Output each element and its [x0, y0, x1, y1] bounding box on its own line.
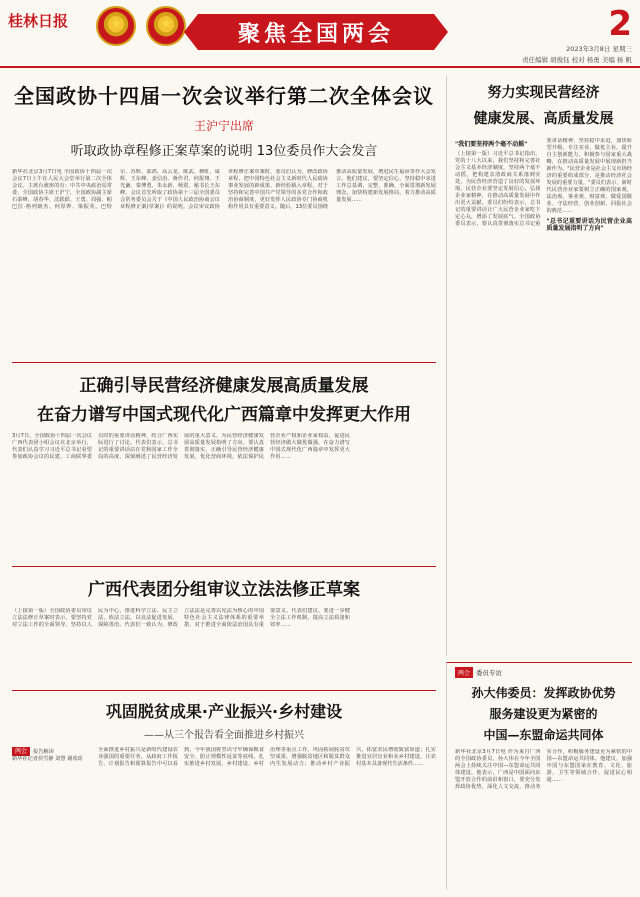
lead-headline[interactable]: 全国政协十四届一次会议举行第二次全体会议 [14, 84, 434, 108]
second-headline-line1[interactable]: 正确引导民营经济健康发展高质量发展 [79, 376, 369, 396]
sidebar-subhead-1: "我们要坚持两个毫不动摇" [455, 141, 528, 148]
masthead [0, 0, 640, 68]
second-body-text: 3月7日，全国政协十四届一次会议广西代表团小组会议在北京举行，代表们认真学习习近平总书记看望参加政协会议的民建、工商联界委员时的重要讲话精神，结合广西实际进行了讨论。代表们表示，总书记的重要讲话站在党和国家工作全局的高度，深刻阐述了民营经济发展的重大意义，为民营经济健康发展高质量发展指明了方向。要认真贯彻落实，正确引导民营经济健康发展，优化营商环境，依法保护民营企业产权和企业家权益，促进民营经济做大做优做强，在奋力谱写中国式现代化广西篇章中发挥更大作用…… [12, 433, 350, 460]
fourth-article [12, 690, 436, 890]
interview-badge: 两会 [455, 667, 473, 678]
editors-line: 责任编辑 胡俊钰 校对 杨勇 美编 杨 帆 [522, 56, 632, 64]
fourth-body [12, 747, 436, 897]
fourth-headline[interactable]: 巩固脱贫成果·产业振兴·乡村建设 [105, 702, 343, 721]
third-body-text: （上接第一版）全国政协委员审议立法法修正草案时表示，要坚持党对立法工作的全面领导，坚持以人民为中心，推进科学立法、民主立法、依法立法，以良法促进发展、保障善治。代表们一致认为，修改立法法是完善以宪法为核心的中国特色社会主义法律体系的重要举措，对于推进全面依法治国具有重要意义。代表们建议，要进一步健全立法工作机制，提高立法质量和效率…… [12, 608, 350, 628]
interview-headline-line2[interactable]: 服务建设更为紧密的 [489, 707, 598, 721]
issue-date: 2023年3月8日 星期三 [566, 45, 632, 53]
sidebar-headline-line1[interactable]: 努力实现民营经济 [487, 85, 600, 101]
interview-headline-line3[interactable]: 中国—东盟命运共同体 [483, 728, 604, 742]
fourth-body-text: 全面推进乡村振兴是新时代建设农业强国的重要任务。从政府工作报告、计划报告和预算报告中可以看到，今年我国将坚决守牢确保粮食安全、防止规模性返贫等底线，扎实推进乡村发展、乡村建设、乡村治理等重点工作。巩固拓展脱贫攻坚成果，增强脱贫地区和脱贫群众内生发展动力；推动乡村产业振兴，拓宽农民增收致富渠道；扎实推进宜居宜业和美乡村建设，让农村基本具备现代生活条件…… [98, 747, 436, 767]
paper-name: 桂林日报 [8, 12, 69, 30]
page-number: 2 [608, 4, 632, 44]
lead-article [12, 76, 436, 356]
fourth-subheadline: ——从三个报告看全面推进乡村振兴 [144, 730, 304, 741]
fourth-reporter: 新华社记者侯雪静 刘慧 谢希瑶 [12, 756, 83, 762]
lead-subheadline: 听取政协章程修正案草案的说明 13位委员作大会发言 [70, 144, 378, 159]
sidebar-body [455, 138, 632, 674]
interview-tag [455, 667, 632, 678]
lead-body-text: 新华社北京3月7日电 全国政协十四届一次会议7日上午在人民大会堂举行第二次全体会议。主席台就座的有：中共中央政治局常委、全国政协主席王沪宁，全国政协副主席石泰峰、胡春华、沈跃跃、王勇、周强、帕巴拉·格列朗杰、何厚铧、梁振英、巴特尔、苏辉、邵鸿、高云龙、陈武、穆虹、咸辉、王东峰、姜信治、蒋作君、何报翔、王光谦、秦博勇、朱永新、杨震，秘书长王东峰。会议首先听取了政协第十三届全国委员会常务委员会关于《中国人民政治协商会议章程修正案(草案)》的说明。会议审议政协章程修正案草案时，委员们认为，修改政协章程，把中国特色社会主义新时代人民政协事业发展的新成果、新经验载入章程，对于坚持和完善中国共产党领导的多党合作和政治协商制度，更好发挥人民政协专门协商机构作用具有重要意义。随后，13位委员围绕推动高质量发展、增进民生福祉等作大会发言。他们建议，要坚定信心，坚持稳中求进工作总基调，完整、准确、全面贯彻新发展理念，加快构建新发展格局，着力推动高质量发展…… [12, 169, 436, 210]
second-article [12, 362, 436, 560]
sidebar-subhead-2: "总书记重要讲话为民营企业高质量发展指明了方向" [546, 218, 632, 232]
interview-tag-label: 委员专访 [476, 669, 503, 677]
sidebar-article [446, 76, 632, 656]
sidebar-body-text: （上接第一版）习近平总书记指出，党的十八大以来，我们坚持和完善社会主义基本经济制度，坚持两个毫不动摇，把构建亲清政商关系落到实处，为民营经济营造了良好的发展环境。民营企业要坚定发展信心，弘扬企业家精神，在推动高质量发展中作出更大贡献。委员们纷纷表示，总书记的重要讲话让广大民营企业家吃下定心丸，增添了发展底气。全国政协委员表示，要认真贯彻落实总书记重要讲话精神，坚持稳中求进，加快转型升级，专注实业，做优主业，提升自主创新能力，积极参与国家重大战略，在推动高质量发展中展现新担当新作为。"民营企业是社会主义市场经济的重要组成部分，是推动经济社会发展的重要力量。"委员们表示，新时代民营企业家要树立正确的国家观、法治观、事业观、财富观，做爱国敬业、守法经营、创业创新、回报社会的典范…… [455, 138, 632, 227]
sidebar-headline-line2[interactable]: 健康发展、高质量发展 [473, 111, 614, 127]
section-banner: 聚焦全国两会 [198, 14, 434, 50]
national-emblem-icon: ★ [96, 6, 136, 46]
interview-body-text: 新华社北京3月7日电 作为来自广西的全国政协委员，孙大伟在今年全国两会上持续关注中国—东盟命运共同体建设。他表示，广西是中国面向东盟开放合作的前沿和窗口，要充分发挥政协优势，深化人文交流，推动务实合作，积极服务建设更为紧密的中国—东盟命运共同体。他建议，加强中国与东盟国家在教育、文化、旅游、卫生等领域合作，促进民心相通…… [455, 749, 632, 790]
interview-article [446, 662, 632, 890]
cppcc-emblem-icon: ★ [146, 6, 186, 46]
interview-headline-line1[interactable]: 孙大伟委员：发挥政协优势 [471, 686, 616, 700]
second-headline-line2[interactable]: 在奋力谱写中国式现代化广西篇章中发挥更大作用 [37, 405, 411, 425]
fourth-tag-label: 报告解读 [33, 749, 54, 755]
section-badge: 两会 [12, 747, 30, 756]
lead-byline: 王沪宁出席 [193, 119, 254, 133]
third-headline[interactable]: 广西代表团分组审议立法法修正草案 [88, 580, 360, 600]
third-article [12, 566, 436, 684]
